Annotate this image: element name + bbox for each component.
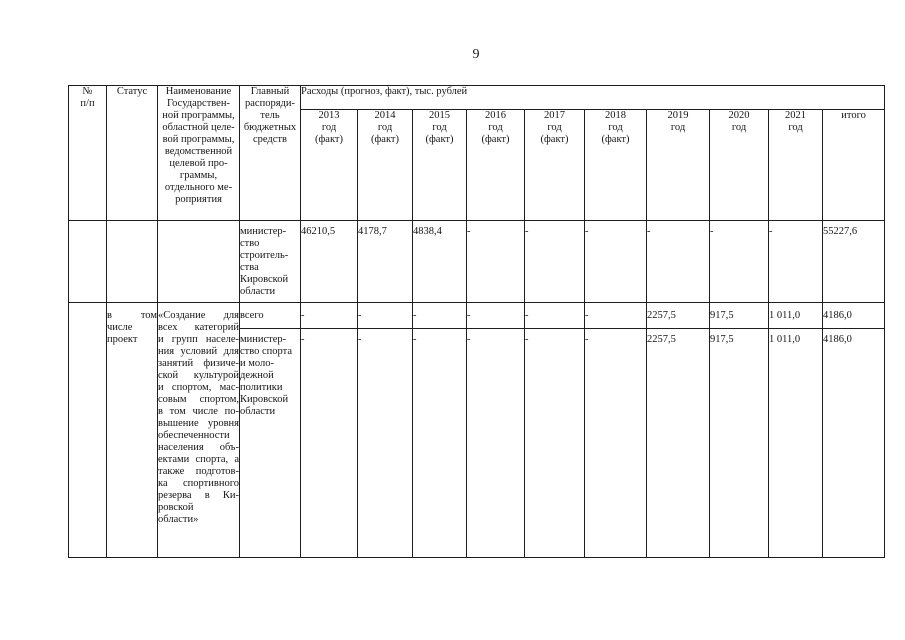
name-text-line: и спортом, мас- [158,382,239,393]
name-text-line: ровской [158,502,194,513]
name-text-line: области» [158,514,199,525]
year-header-line: (факт) [370,134,399,145]
name-text-line: населения объ- [158,442,239,453]
header-text-line: целевой про- [169,158,228,169]
name-cell [158,221,240,303]
header-name-cell [158,86,240,221]
header-row [69,86,885,110]
year-header-line: 2015 [429,110,450,121]
amount-cell: 2257,5 [647,329,710,558]
expenses-header-cell: Расходы (прогноз, факт), тыс. рублей [301,86,885,110]
year-header-line: год [608,122,623,133]
year-header-cell [413,110,467,221]
header-text-line: вой программы, [162,134,235,145]
manager-text-line: ство [240,238,260,249]
year-header-line: год [670,122,686,133]
name-text-line: совым спортом, [158,394,239,405]
year-header-cell [358,110,413,221]
amount-cell: 55227,6 [823,221,885,303]
total-header-cell [823,110,885,221]
status-cell [107,303,158,558]
manager-text-line: Кировской [240,274,289,285]
amount-cell: 46210,5 [301,221,358,303]
header-status-cell [107,86,158,221]
header-text-line: № [82,86,93,97]
manager-cell [240,329,301,558]
name-cell [158,303,240,558]
amount-cell: - [525,329,585,558]
year-header-line: 2016 [485,110,506,121]
manager-text-line: министер- [240,226,287,237]
name-text-line: и групп населе- [158,334,239,345]
year-header-line: год [377,122,393,133]
year-header-cell [467,110,525,221]
header-text-line: отдельного ме- [164,182,233,193]
header-text-line: ной программы, [162,110,235,121]
year-header-cell [301,110,358,221]
amount-cell: - [301,303,358,329]
amount-cell: 917,5 [710,303,769,329]
year-header-line: 2018 [605,110,626,121]
year-header-line: 2019 [667,110,689,121]
header-text-line: Государствен- [167,98,230,109]
header-text-line: роприятия [175,194,222,205]
manager-text-line: политики [240,382,283,393]
manager-text-line: ство спорта [240,346,293,357]
name-text-line: резерва в Ки- [158,490,239,501]
table-row-construction [69,221,885,303]
manager-text-line: всего [240,310,264,321]
manager-text-line: дежной [240,370,274,381]
name-text-line: обеспеченности [158,430,230,441]
year-header-line: (факт) [540,134,569,145]
amount-cell: 2257,5 [647,303,710,329]
name-text-line: ской культурой [158,370,239,381]
amount-cell: - [710,221,769,303]
header-text-line: Наименование [165,86,232,97]
header-text-line: Главный [250,86,290,97]
header-text-line: средств [253,134,287,145]
amount-cell: - [585,303,647,329]
amount-cell: - [525,303,585,329]
status-text-line: числе [107,322,133,333]
amount-cell: 4186,0 [823,329,885,558]
header-text-line: распоряди- [245,98,295,109]
amount-cell: - [358,329,413,558]
table-row-project-total [69,303,885,329]
manager-text-line: ства [240,262,259,273]
header-manager-cell [240,86,301,221]
name-text-line: ка спортивного [158,478,239,489]
year-header-line: 2013 [318,110,340,121]
year-header-line: 2021 [785,110,806,121]
year-header-line: (факт) [425,134,454,145]
year-header-line: (факт) [481,134,510,145]
year-header-cell [710,110,769,221]
year-header-line: 2020 [728,110,750,121]
year-header-cell [647,110,710,221]
year-header-line: итого [841,110,866,121]
year-header-line: 2014 [374,110,396,121]
amount-cell: - [769,221,823,303]
amount-cell: 4838,4 [413,221,467,303]
manager-cell [240,303,301,329]
amount-cell: - [413,329,467,558]
manager-text-line: области [240,286,276,297]
name-text-line: всех категорий [158,322,239,333]
number-cell [69,221,107,303]
expenses-table [68,85,885,558]
amount-cell: 4178,7 [358,221,413,303]
year-header-cell [525,110,585,221]
status-cell [107,221,158,303]
name-text-line: вышение уровня [158,418,239,429]
amount-cell: - [647,221,710,303]
amount-cell: - [358,303,413,329]
amount-cell: - [585,221,647,303]
year-header-line: 2017 [544,110,565,121]
year-header-cell [769,110,823,221]
year-header-line: (факт) [601,134,630,145]
header-text-line: бюджетных [243,122,297,133]
amount-cell: - [467,329,525,558]
year-header-line: (факт) [314,134,343,145]
amount-cell: - [525,221,585,303]
amount-cell: 1 011,0 [769,303,823,329]
amount-cell: 4186,0 [823,303,885,329]
year-header-cell [585,110,647,221]
header-text-line: ведомственной [164,146,233,157]
year-header-line: год [731,122,747,133]
header-text-line: областной целе- [162,122,235,133]
header-text-line: граммы, [179,170,218,181]
manager-text-line: строитель- [240,250,289,261]
name-text-line: «Создание для [158,310,239,321]
amount-cell: 917,5 [710,329,769,558]
number-cell [69,303,107,558]
page-number: 9 [472,47,480,62]
name-text-line: в том числе по- [158,406,239,417]
name-text-line: ектами спорта, а [158,454,239,465]
status-text-line: проект [107,334,138,345]
amount-cell: - [467,221,525,303]
amount-cell: - [467,303,525,329]
name-text-line: ния условий для [158,346,239,357]
name-text-line: занятий физиче- [158,358,239,369]
name-text-line: также подготов- [158,466,239,477]
header-number-cell [69,86,107,221]
year-header-line: год [788,122,803,133]
manager-text-line: и моло- [240,358,274,369]
year-header-line: год [432,122,447,133]
amount-cell: - [413,303,467,329]
manager-cell [240,221,301,303]
amount-cell: - [301,329,358,558]
amount-cell: - [585,329,647,558]
manager-text-line: области [240,406,276,417]
year-header-line: год [321,122,337,133]
year-header-line: год [488,122,503,133]
amount-cell: 1 011,0 [769,329,823,558]
header-text-line: Статус [116,86,148,97]
manager-text-line: Кировской [240,394,289,405]
header-text-line: п/п [80,98,95,109]
header-text-line: тель [260,110,280,121]
manager-text-line: министер- [240,334,287,345]
status-text-line: в том [107,310,157,321]
year-header-line: год [547,122,562,133]
